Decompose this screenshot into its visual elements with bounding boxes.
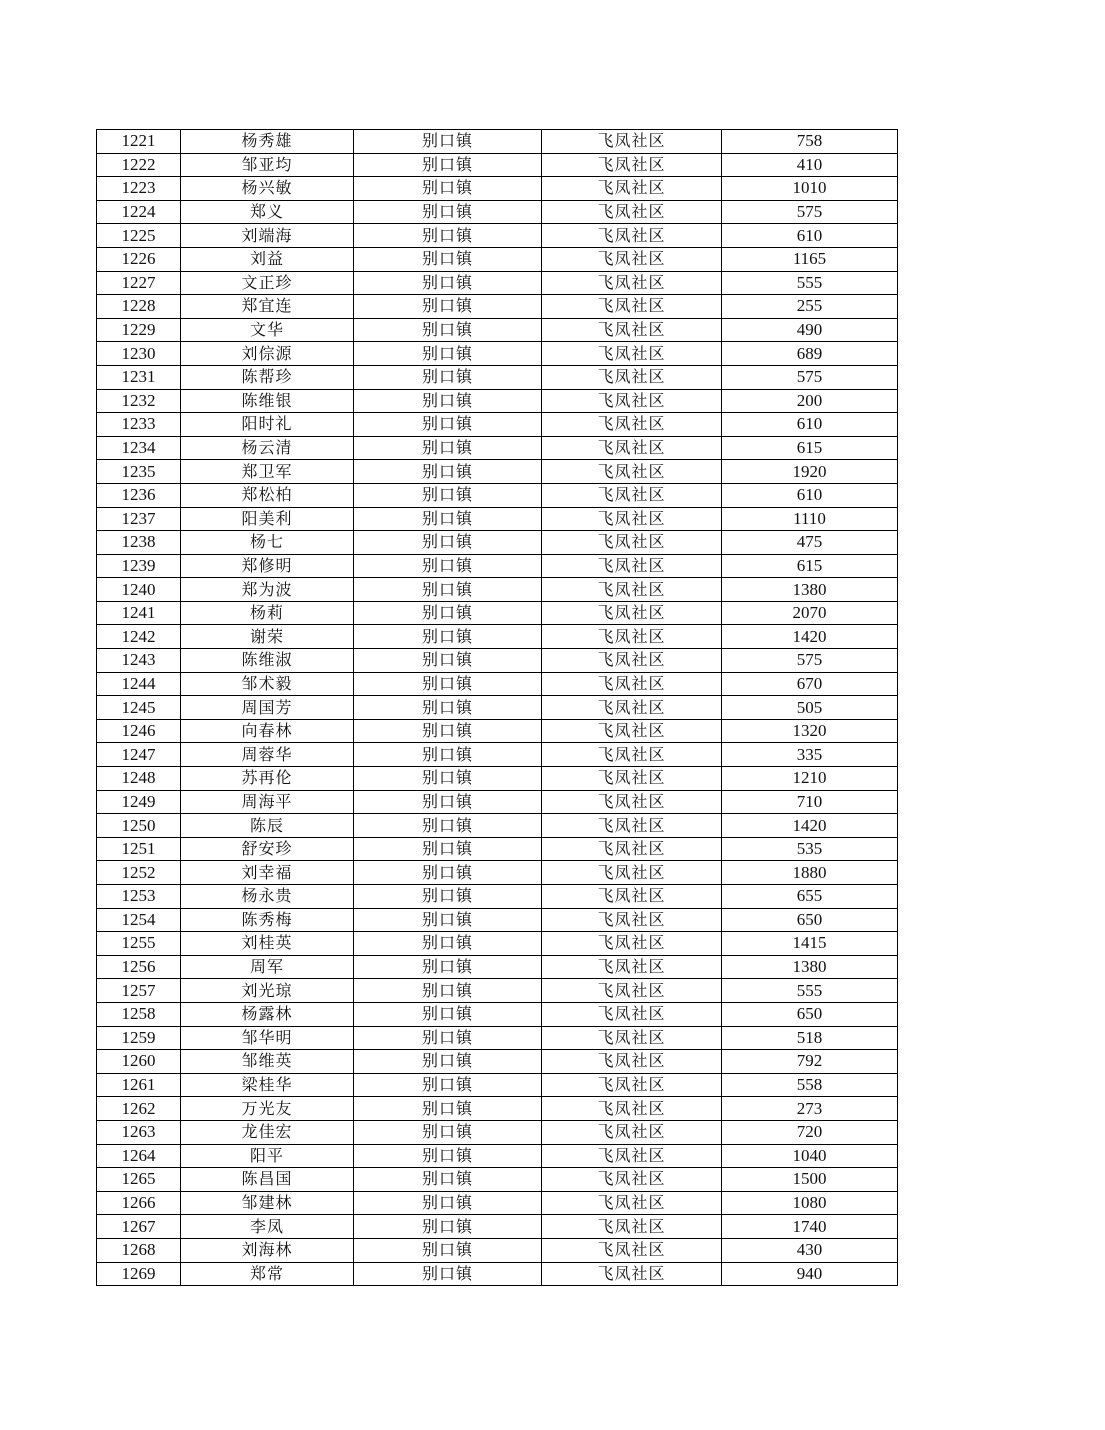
cell-town: 别口镇 (354, 1097, 542, 1121)
cell-id: 1257 (97, 979, 181, 1003)
cell-town: 别口镇 (354, 1168, 542, 1192)
cell-town: 别口镇 (354, 153, 542, 177)
cell-town: 别口镇 (354, 625, 542, 649)
table-row (97, 247, 898, 271)
cell-town: 别口镇 (354, 908, 542, 932)
cell-amount: 1920 (722, 460, 898, 484)
cell-community: 飞凤社区 (542, 153, 722, 177)
cell-amount: 1080 (722, 1191, 898, 1215)
cell-community: 飞凤社区 (542, 885, 722, 909)
cell-town: 别口镇 (354, 177, 542, 201)
cell-amount: 1420 (722, 814, 898, 838)
cell-id: 1251 (97, 837, 181, 861)
cell-town: 别口镇 (354, 719, 542, 743)
table-row (97, 885, 898, 909)
cell-amount: 1380 (722, 955, 898, 979)
cell-amount: 1380 (722, 578, 898, 602)
cell-id: 1229 (97, 318, 181, 342)
cell-id: 1264 (97, 1144, 181, 1168)
cell-town: 别口镇 (354, 507, 542, 531)
cell-amount: 200 (722, 389, 898, 413)
cell-amount: 610 (722, 483, 898, 507)
cell-town: 别口镇 (354, 460, 542, 484)
table-row (97, 601, 898, 625)
cell-community: 飞凤社区 (542, 342, 722, 366)
cell-name: 郑为波 (181, 578, 354, 602)
cell-community: 飞凤社区 (542, 767, 722, 791)
cell-name: 周海平 (181, 790, 354, 814)
cell-community: 飞凤社区 (542, 1168, 722, 1192)
cell-town: 别口镇 (354, 554, 542, 578)
cell-id: 1237 (97, 507, 181, 531)
cell-amount: 255 (722, 295, 898, 319)
table-row (97, 365, 898, 389)
cell-community: 飞凤社区 (542, 1026, 722, 1050)
cell-community: 飞凤社区 (542, 177, 722, 201)
cell-community: 飞凤社区 (542, 389, 722, 413)
table-row (97, 932, 898, 956)
cell-id: 1225 (97, 224, 181, 248)
table-row (97, 177, 898, 201)
cell-name: 周军 (181, 955, 354, 979)
cell-id: 1241 (97, 601, 181, 625)
cell-amount: 273 (722, 1097, 898, 1121)
cell-id: 1259 (97, 1026, 181, 1050)
table-row (97, 767, 898, 791)
cell-amount: 555 (722, 271, 898, 295)
table-row (97, 531, 898, 555)
cell-town: 别口镇 (354, 1144, 542, 1168)
table-row (97, 719, 898, 743)
table-row (97, 625, 898, 649)
cell-town: 别口镇 (354, 837, 542, 861)
cell-name: 郑常 (181, 1262, 354, 1286)
cell-amount: 670 (722, 672, 898, 696)
table-row (97, 153, 898, 177)
cell-amount: 575 (722, 649, 898, 673)
cell-community: 飞凤社区 (542, 837, 722, 861)
cell-town: 别口镇 (354, 413, 542, 437)
cell-amount: 940 (722, 1262, 898, 1286)
cell-town: 别口镇 (354, 696, 542, 720)
cell-amount: 610 (722, 224, 898, 248)
table-row (97, 1050, 898, 1074)
cell-id: 1236 (97, 483, 181, 507)
cell-town: 别口镇 (354, 1073, 542, 1097)
cell-amount: 758 (722, 130, 898, 154)
table-row (97, 1120, 898, 1144)
cell-name: 周蓉华 (181, 743, 354, 767)
cell-community: 飞凤社区 (542, 365, 722, 389)
cell-community: 飞凤社区 (542, 1097, 722, 1121)
cell-town: 别口镇 (354, 389, 542, 413)
cell-name: 郑松柏 (181, 483, 354, 507)
cell-town: 别口镇 (354, 1215, 542, 1239)
cell-community: 飞凤社区 (542, 460, 722, 484)
cell-community: 飞凤社区 (542, 224, 722, 248)
cell-community: 飞凤社区 (542, 743, 722, 767)
cell-id: 1268 (97, 1238, 181, 1262)
cell-name: 杨莉 (181, 601, 354, 625)
cell-community: 飞凤社区 (542, 1238, 722, 1262)
table-row (97, 578, 898, 602)
cell-amount: 1880 (722, 861, 898, 885)
cell-name: 刘益 (181, 247, 354, 271)
cell-amount: 1165 (722, 247, 898, 271)
table-row (97, 672, 898, 696)
cell-name: 陈维淑 (181, 649, 354, 673)
cell-community: 飞凤社区 (542, 318, 722, 342)
table-row (97, 814, 898, 838)
cell-name: 邹术毅 (181, 672, 354, 696)
cell-town: 别口镇 (354, 578, 542, 602)
cell-town: 别口镇 (354, 601, 542, 625)
cell-town: 别口镇 (354, 743, 542, 767)
cell-community: 飞凤社区 (542, 271, 722, 295)
cell-town: 别口镇 (354, 814, 542, 838)
cell-amount: 518 (722, 1026, 898, 1050)
cell-town: 别口镇 (354, 224, 542, 248)
cell-name: 邹亚均 (181, 153, 354, 177)
cell-name: 李凤 (181, 1215, 354, 1239)
cell-community: 飞凤社区 (542, 696, 722, 720)
cell-id: 1249 (97, 790, 181, 814)
cell-town: 别口镇 (354, 1262, 542, 1286)
table-row (97, 979, 898, 1003)
cell-amount: 505 (722, 696, 898, 720)
cell-amount: 1110 (722, 507, 898, 531)
cell-town: 别口镇 (354, 436, 542, 460)
table-row (97, 460, 898, 484)
table-row (97, 271, 898, 295)
cell-id: 1221 (97, 130, 181, 154)
cell-town: 别口镇 (354, 365, 542, 389)
cell-community: 飞凤社区 (542, 672, 722, 696)
cell-id: 1224 (97, 200, 181, 224)
cell-community: 飞凤社区 (542, 790, 722, 814)
cell-community: 飞凤社区 (542, 814, 722, 838)
table-row (97, 696, 898, 720)
cell-town: 别口镇 (354, 483, 542, 507)
table-row (97, 649, 898, 673)
table-row (97, 318, 898, 342)
cell-id: 1233 (97, 413, 181, 437)
cell-name: 刘倧源 (181, 342, 354, 366)
table-row (97, 743, 898, 767)
cell-name: 文华 (181, 318, 354, 342)
cell-community: 飞凤社区 (542, 955, 722, 979)
table-row (97, 200, 898, 224)
table-row (97, 413, 898, 437)
cell-name: 向春林 (181, 719, 354, 743)
cell-name: 杨秀雄 (181, 130, 354, 154)
cell-amount: 615 (722, 436, 898, 460)
cell-id: 1238 (97, 531, 181, 555)
cell-name: 刘幸福 (181, 861, 354, 885)
cell-amount: 1320 (722, 719, 898, 743)
table-row (97, 790, 898, 814)
cell-id: 1269 (97, 1262, 181, 1286)
cell-amount: 1500 (722, 1168, 898, 1192)
cell-amount: 475 (722, 531, 898, 555)
cell-name: 刘端海 (181, 224, 354, 248)
cell-community: 飞凤社区 (542, 531, 722, 555)
cell-id: 1226 (97, 247, 181, 271)
table-row (97, 389, 898, 413)
cell-town: 别口镇 (354, 1026, 542, 1050)
cell-id: 1228 (97, 295, 181, 319)
cell-id: 1252 (97, 861, 181, 885)
cell-id: 1256 (97, 955, 181, 979)
cell-amount: 575 (722, 200, 898, 224)
cell-amount: 1420 (722, 625, 898, 649)
cell-id: 1239 (97, 554, 181, 578)
cell-name: 杨云清 (181, 436, 354, 460)
cell-id: 1255 (97, 932, 181, 956)
cell-community: 飞凤社区 (542, 1191, 722, 1215)
cell-id: 1246 (97, 719, 181, 743)
cell-id: 1254 (97, 908, 181, 932)
cell-community: 飞凤社区 (542, 1002, 722, 1026)
cell-amount: 655 (722, 885, 898, 909)
cell-town: 别口镇 (354, 271, 542, 295)
table-row (97, 554, 898, 578)
table-row (97, 295, 898, 319)
table-row (97, 1238, 898, 1262)
cell-name: 郑义 (181, 200, 354, 224)
cell-id: 1240 (97, 578, 181, 602)
cell-id: 1261 (97, 1073, 181, 1097)
cell-town: 别口镇 (354, 342, 542, 366)
table-body (97, 130, 898, 1286)
cell-community: 飞凤社区 (542, 1120, 722, 1144)
cell-community: 飞凤社区 (542, 719, 722, 743)
cell-id: 1243 (97, 649, 181, 673)
cell-name: 阳美利 (181, 507, 354, 531)
cell-town: 别口镇 (354, 861, 542, 885)
cell-amount: 335 (722, 743, 898, 767)
table-row (97, 507, 898, 531)
cell-name: 刘桂英 (181, 932, 354, 956)
cell-amount: 555 (722, 979, 898, 1003)
cell-community: 飞凤社区 (542, 861, 722, 885)
cell-town: 别口镇 (354, 885, 542, 909)
table-row (97, 1026, 898, 1050)
cell-name: 陈帮珍 (181, 365, 354, 389)
cell-id: 1262 (97, 1097, 181, 1121)
cell-amount: 575 (722, 365, 898, 389)
table-row (97, 1144, 898, 1168)
cell-name: 杨永贵 (181, 885, 354, 909)
cell-name: 龙佳宏 (181, 1120, 354, 1144)
table-row (97, 908, 898, 932)
cell-community: 飞凤社区 (542, 979, 722, 1003)
cell-town: 别口镇 (354, 247, 542, 271)
cell-name: 苏再伦 (181, 767, 354, 791)
cell-id: 1260 (97, 1050, 181, 1074)
cell-id: 1247 (97, 743, 181, 767)
cell-name: 刘光琼 (181, 979, 354, 1003)
table-row (97, 1168, 898, 1192)
cell-amount: 1010 (722, 177, 898, 201)
cell-name: 陈维银 (181, 389, 354, 413)
table-row (97, 1073, 898, 1097)
cell-community: 飞凤社区 (542, 1050, 722, 1074)
cell-community: 飞凤社区 (542, 932, 722, 956)
cell-id: 1248 (97, 767, 181, 791)
cell-id: 1230 (97, 342, 181, 366)
table-row (97, 955, 898, 979)
cell-id: 1222 (97, 153, 181, 177)
cell-town: 别口镇 (354, 200, 542, 224)
cell-id: 1245 (97, 696, 181, 720)
cell-amount: 410 (722, 153, 898, 177)
table-row (97, 1191, 898, 1215)
cell-name: 郑卫军 (181, 460, 354, 484)
cell-community: 飞凤社区 (542, 1144, 722, 1168)
cell-id: 1263 (97, 1120, 181, 1144)
cell-amount: 1210 (722, 767, 898, 791)
cell-amount: 610 (722, 413, 898, 437)
cell-id: 1250 (97, 814, 181, 838)
cell-community: 飞凤社区 (542, 507, 722, 531)
table-row (97, 861, 898, 885)
cell-amount: 792 (722, 1050, 898, 1074)
cell-name: 陈辰 (181, 814, 354, 838)
cell-town: 别口镇 (354, 1120, 542, 1144)
cell-community: 飞凤社区 (542, 483, 722, 507)
cell-community: 飞凤社区 (542, 1073, 722, 1097)
cell-id: 1231 (97, 365, 181, 389)
cell-community: 飞凤社区 (542, 130, 722, 154)
cell-community: 飞凤社区 (542, 554, 722, 578)
cell-town: 别口镇 (354, 955, 542, 979)
cell-id: 1267 (97, 1215, 181, 1239)
cell-name: 杨露林 (181, 1002, 354, 1026)
cell-name: 郑宜连 (181, 295, 354, 319)
cell-amount: 1040 (722, 1144, 898, 1168)
table-row (97, 1002, 898, 1026)
cell-amount: 535 (722, 837, 898, 861)
cell-town: 别口镇 (354, 531, 542, 555)
cell-town: 别口镇 (354, 790, 542, 814)
cell-community: 飞凤社区 (542, 413, 722, 437)
table-row (97, 1215, 898, 1239)
cell-town: 别口镇 (354, 649, 542, 673)
cell-name: 郑修明 (181, 554, 354, 578)
cell-town: 别口镇 (354, 1050, 542, 1074)
cell-town: 别口镇 (354, 1238, 542, 1262)
cell-community: 飞凤社区 (542, 649, 722, 673)
cell-id: 1227 (97, 271, 181, 295)
cell-amount: 2070 (722, 601, 898, 625)
cell-name: 邹华明 (181, 1026, 354, 1050)
cell-id: 1235 (97, 460, 181, 484)
cell-town: 别口镇 (354, 932, 542, 956)
table-row (97, 837, 898, 861)
cell-name: 杨七 (181, 531, 354, 555)
cell-id: 1253 (97, 885, 181, 909)
cell-id: 1223 (97, 177, 181, 201)
cell-id: 1232 (97, 389, 181, 413)
cell-community: 飞凤社区 (542, 578, 722, 602)
table-row (97, 224, 898, 248)
cell-name: 梁桂华 (181, 1073, 354, 1097)
cell-amount: 650 (722, 1002, 898, 1026)
cell-town: 别口镇 (354, 318, 542, 342)
cell-amount: 430 (722, 1238, 898, 1262)
cell-name: 陈昌国 (181, 1168, 354, 1192)
cell-community: 飞凤社区 (542, 908, 722, 932)
cell-amount: 710 (722, 790, 898, 814)
cell-amount: 1415 (722, 932, 898, 956)
cell-id: 1234 (97, 436, 181, 460)
table-row (97, 483, 898, 507)
cell-town: 别口镇 (354, 979, 542, 1003)
cell-name: 文正珍 (181, 271, 354, 295)
cell-name: 邹维英 (181, 1050, 354, 1074)
cell-community: 飞凤社区 (542, 601, 722, 625)
cell-name: 周国芳 (181, 696, 354, 720)
cell-community: 飞凤社区 (542, 247, 722, 271)
cell-name: 万光友 (181, 1097, 354, 1121)
cell-community: 飞凤社区 (542, 1215, 722, 1239)
data-table (96, 129, 898, 1286)
table-row (97, 1097, 898, 1121)
cell-community: 飞凤社区 (542, 295, 722, 319)
cell-town: 别口镇 (354, 672, 542, 696)
cell-id: 1242 (97, 625, 181, 649)
cell-name: 谢荣 (181, 625, 354, 649)
cell-id: 1244 (97, 672, 181, 696)
cell-name: 阳时礼 (181, 413, 354, 437)
cell-town: 别口镇 (354, 295, 542, 319)
cell-town: 别口镇 (354, 1191, 542, 1215)
cell-name: 邹建林 (181, 1191, 354, 1215)
cell-community: 飞凤社区 (542, 200, 722, 224)
cell-name: 舒安珍 (181, 837, 354, 861)
cell-town: 别口镇 (354, 130, 542, 154)
cell-name: 陈秀梅 (181, 908, 354, 932)
cell-name: 刘海林 (181, 1238, 354, 1262)
cell-name: 杨兴敏 (181, 177, 354, 201)
cell-id: 1258 (97, 1002, 181, 1026)
cell-amount: 558 (722, 1073, 898, 1097)
cell-amount: 1740 (722, 1215, 898, 1239)
cell-town: 别口镇 (354, 1002, 542, 1026)
cell-amount: 490 (722, 318, 898, 342)
cell-id: 1265 (97, 1168, 181, 1192)
cell-community: 飞凤社区 (542, 1262, 722, 1286)
cell-id: 1266 (97, 1191, 181, 1215)
cell-name: 阳平 (181, 1144, 354, 1168)
table-row (97, 130, 898, 154)
table-row (97, 342, 898, 366)
cell-town: 别口镇 (354, 767, 542, 791)
cell-community: 飞凤社区 (542, 436, 722, 460)
table-row (97, 1262, 898, 1286)
table-row (97, 436, 898, 460)
cell-amount: 615 (722, 554, 898, 578)
cell-community: 飞凤社区 (542, 625, 722, 649)
cell-amount: 720 (722, 1120, 898, 1144)
cell-amount: 689 (722, 342, 898, 366)
cell-amount: 650 (722, 908, 898, 932)
